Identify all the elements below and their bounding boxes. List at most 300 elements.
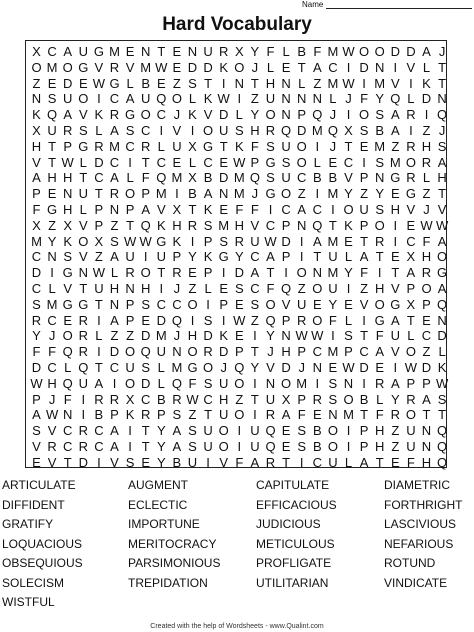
grid-letter[interactable]: A [359,454,369,470]
grid-letter[interactable]: L [157,375,165,391]
grid-letter[interactable]: O [327,423,338,439]
grid-letter[interactable]: I [221,265,226,281]
grid-letter[interactable]: W [45,407,59,423]
grid-letter[interactable]: Y [156,423,166,439]
grid-letter[interactable]: C [109,154,120,170]
grid-letter[interactable]: T [313,249,322,265]
grid-letter[interactable]: A [172,439,182,454]
grid-letter[interactable]: B [312,439,322,454]
grid-letter[interactable]: P [359,217,369,233]
grid-letter[interactable]: F [235,454,244,470]
grid-letter[interactable]: U [328,249,338,265]
grid-letter[interactable]: H [140,281,151,296]
grid-letter[interactable]: C [94,439,104,454]
grid-letter[interactable]: I [97,454,101,470]
grid-letter[interactable]: I [253,328,257,344]
grid-letter[interactable]: R [265,123,276,138]
grid-letter[interactable]: V [266,360,275,375]
grid-letter[interactable]: I [362,75,366,91]
grid-letter[interactable]: P [406,281,416,296]
grid-letter[interactable]: A [281,407,291,423]
grid-letter[interactable]: E [234,328,244,344]
grid-letter[interactable]: V [78,249,88,265]
grid-letter[interactable]: O [296,265,307,281]
grid-letter[interactable]: Q [156,170,167,186]
grid-letter[interactable]: L [95,328,103,344]
grid-letter[interactable]: W [420,217,433,233]
grid-letter[interactable]: T [79,170,88,186]
grid-letter[interactable]: D [281,360,291,375]
grid-letter[interactable]: U [250,233,260,249]
grid-letter[interactable]: F [235,202,244,217]
grid-letter[interactable]: O [312,281,323,296]
grid-letter[interactable]: B [312,170,322,186]
grid-letter[interactable]: N [281,91,291,107]
grid-letter[interactable]: B [203,170,213,186]
grid-letter[interactable]: U [296,296,307,312]
grid-letter[interactable]: C [328,59,338,75]
grid-letter[interactable]: K [203,91,213,107]
grid-letter[interactable]: Y [156,439,166,454]
grid-letter[interactable]: U [328,281,338,296]
grid-letter[interactable]: S [125,123,135,138]
grid-letter[interactable]: C [109,360,120,375]
grid-letter[interactable]: V [47,454,57,470]
grid-letter[interactable]: L [157,360,165,375]
grid-letter[interactable]: L [79,202,87,217]
grid-letter[interactable]: E [375,360,385,375]
grid-letter[interactable]: I [81,407,86,423]
grid-letter[interactable]: C [359,344,369,360]
grid-letter[interactable]: O [343,391,354,407]
grid-letter[interactable]: E [281,439,291,454]
grid-letter[interactable]: N [421,439,432,454]
grid-letter[interactable]: Q [78,360,89,375]
grid-letter[interactable]: M [109,138,120,154]
grid-letter[interactable]: N [62,407,73,423]
grid-letter[interactable]: M [171,360,183,375]
grid-letter[interactable]: D [203,59,213,75]
grid-letter[interactable]: A [375,344,385,360]
grid-letter[interactable]: Q [265,439,276,454]
grid-letter[interactable]: T [391,265,400,281]
grid-letter[interactable]: Y [375,186,385,202]
grid-letter[interactable]: R [218,44,229,59]
grid-letter[interactable]: J [438,44,446,59]
grid-letter[interactable]: I [362,154,366,170]
grid-letter[interactable]: D [109,344,120,360]
grid-letter[interactable]: T [438,407,447,423]
grid-letter[interactable]: D [218,170,229,186]
grid-letter[interactable]: E [219,281,229,296]
grid-letter[interactable]: O [296,138,307,154]
grid-letter[interactable]: H [234,217,244,233]
grid-letter[interactable]: Q [281,123,292,138]
grid-letter[interactable]: I [81,391,86,407]
grid-letter[interactable]: G [78,138,89,154]
grid-letter[interactable]: V [359,296,369,312]
grid-letter[interactable]: O [218,423,229,439]
grid-letter[interactable]: I [190,312,195,328]
grid-letter[interactable]: Y [266,328,275,344]
grid-letter[interactable]: S [188,423,197,439]
grid-letter[interactable]: H [421,249,432,265]
grid-letter[interactable]: C [312,344,322,360]
grid-letter[interactable]: L [422,59,431,75]
grid-letter[interactable]: I [237,91,242,107]
grid-letter[interactable]: Y [344,186,353,202]
grid-letter[interactable]: L [79,154,87,170]
grid-letter[interactable]: A [203,186,213,202]
grid-letter[interactable]: D [281,233,291,249]
grid-letter[interactable]: T [48,138,57,154]
grid-letter[interactable]: P [281,217,291,233]
grid-letter[interactable]: R [187,217,198,233]
grid-letter[interactable]: O [374,217,385,233]
grid-letter[interactable]: Y [32,328,41,344]
grid-letter[interactable]: J [438,123,446,138]
grid-letter[interactable]: W [217,91,230,107]
grid-letter[interactable]: L [188,154,197,170]
grid-letter[interactable]: U [406,423,416,439]
grid-letter[interactable]: W [186,391,199,407]
grid-letter[interactable]: T [282,454,291,470]
grid-letter[interactable]: K [422,75,431,91]
grid-letter[interactable]: D [437,328,447,344]
grid-letter[interactable]: M [327,186,339,202]
grid-letter[interactable]: X [94,233,104,249]
grid-letter[interactable]: T [157,265,166,281]
grid-letter[interactable]: S [437,138,447,154]
grid-letter[interactable]: D [156,312,166,328]
grid-letter[interactable]: C [172,296,182,312]
grid-letter[interactable]: S [141,360,151,375]
grid-letter[interactable]: P [422,296,431,312]
grid-letter[interactable]: T [250,75,259,91]
grid-letter[interactable]: F [375,407,384,423]
grid-letter[interactable]: E [219,154,229,170]
grid-letter[interactable]: M [155,186,167,202]
grid-letter[interactable]: L [407,328,415,344]
grid-letter[interactable]: F [328,312,337,328]
grid-letter[interactable]: N [218,186,229,202]
grid-letter[interactable]: U [281,170,291,186]
grid-letter[interactable]: Q [437,423,448,439]
grid-letter[interactable]: U [125,360,135,375]
grid-letter[interactable]: F [141,170,150,186]
grid-letter[interactable]: A [110,312,119,328]
grid-letter[interactable]: G [203,138,214,154]
grid-letter[interactable]: M [296,375,308,391]
grid-letter[interactable]: M [171,170,183,186]
grid-letter[interactable]: J [251,186,259,202]
grid-letter[interactable]: G [218,249,229,265]
grid-letter[interactable]: L [188,91,197,107]
grid-letter[interactable]: N [109,202,120,217]
grid-letter[interactable]: U [218,407,229,423]
grid-letter[interactable]: S [203,312,213,328]
grid-letter[interactable]: P [63,138,73,154]
grid-letter[interactable]: N [78,265,88,281]
grid-letter[interactable]: G [47,202,58,217]
grid-letter[interactable]: M [140,59,152,75]
grid-letter[interactable]: P [250,154,260,170]
grid-letter[interactable]: A [32,407,41,423]
grid-letter[interactable]: R [47,439,57,454]
grid-letter[interactable]: C [62,423,73,439]
grid-letter[interactable]: Q [171,312,182,328]
grid-letter[interactable]: X [172,202,182,217]
grid-letter[interactable]: V [344,170,353,186]
grid-letter[interactable]: K [437,360,447,375]
grid-letter[interactable]: Z [110,328,119,344]
grid-letter[interactable]: R [406,170,416,186]
grid-letter[interactable]: S [63,249,73,265]
grid-letter[interactable]: P [406,375,416,391]
grid-letter[interactable]: R [406,107,416,123]
grid-letter[interactable]: R [31,312,42,328]
grid-letter[interactable]: O [405,407,416,423]
grid-letter[interactable]: O [327,439,338,454]
grid-letter[interactable]: T [79,281,88,296]
grid-letter[interactable]: O [125,375,136,391]
grid-letter[interactable]: E [141,312,151,328]
grid-letter[interactable]: U [406,439,416,454]
grid-letter[interactable]: H [172,217,182,233]
grid-letter[interactable]: I [237,423,242,439]
grid-letter[interactable]: A [172,423,182,439]
grid-letter[interactable]: M [233,170,245,186]
grid-letter[interactable]: N [437,91,447,107]
grid-letter[interactable]: E [390,186,400,202]
grid-letter[interactable]: R [62,123,73,138]
grid-letter[interactable]: Z [250,91,259,107]
grid-letter[interactable]: S [172,407,182,423]
grid-letter[interactable]: F [297,407,306,423]
grid-letter[interactable]: O [343,202,354,217]
grid-letter[interactable]: G [187,360,198,375]
grid-letter[interactable]: Y [250,360,260,375]
grid-letter[interactable]: Z [297,186,306,202]
grid-letter[interactable]: K [203,249,213,265]
grid-letter[interactable]: T [406,312,415,328]
grid-letter[interactable]: S [32,296,41,312]
grid-letter[interactable]: H [250,123,260,138]
grid-letter[interactable]: O [374,44,385,59]
grid-letter[interactable]: L [313,154,321,170]
grid-letter[interactable]: W [61,154,74,170]
grid-letter[interactable]: C [156,107,166,123]
grid-letter[interactable]: R [140,407,151,423]
grid-letter[interactable]: I [362,375,366,391]
grid-letter[interactable]: I [128,439,132,454]
grid-letter[interactable]: P [203,265,213,281]
grid-letter[interactable]: A [32,170,41,186]
grid-letter[interactable]: O [234,375,245,391]
grid-letter[interactable]: C [203,154,213,170]
grid-letter[interactable]: T [360,233,369,249]
grid-letter[interactable]: H [281,344,291,360]
grid-letter[interactable]: R [109,59,120,75]
grid-letter[interactable]: I [253,407,257,423]
grid-letter[interactable]: B [188,186,197,202]
grid-letter[interactable]: Q [265,312,276,328]
grid-letter[interactable]: N [125,281,135,296]
grid-letter[interactable]: I [393,360,398,375]
grid-letter[interactable]: M [389,154,401,170]
grid-letter[interactable]: L [266,59,275,75]
grid-letter[interactable]: H [421,138,432,154]
grid-letter[interactable]: L [48,281,56,296]
grid-letter[interactable]: F [375,328,384,344]
grid-letter[interactable]: T [360,328,369,344]
grid-letter[interactable]: E [47,75,57,91]
grid-letter[interactable]: R [421,154,432,170]
grid-letter[interactable]: U [218,123,229,138]
grid-letter[interactable]: A [266,249,275,265]
grid-letter[interactable]: O [125,344,136,360]
grid-letter[interactable]: O [78,91,89,107]
grid-letter[interactable]: E [141,454,151,470]
grid-letter[interactable]: S [375,107,385,123]
grid-letter[interactable]: D [218,107,229,123]
grid-letter[interactable]: V [172,123,182,138]
grid-letter[interactable]: N [62,186,73,202]
grid-letter[interactable]: T [63,454,72,470]
grid-letter[interactable]: P [281,249,291,265]
grid-letter[interactable]: U [140,91,151,107]
grid-letter[interactable]: R [312,391,322,407]
grid-letter[interactable]: O [405,344,416,360]
grid-letter[interactable]: L [438,344,446,360]
grid-letter[interactable]: V [63,281,73,296]
grid-letter[interactable]: R [296,312,307,328]
grid-letter[interactable]: C [62,439,73,454]
grid-letter[interactable]: N [312,360,322,375]
grid-letter[interactable]: C [31,249,42,265]
grid-letter[interactable]: A [390,375,400,391]
grid-letter[interactable]: Q [390,91,401,107]
grid-letter[interactable]: A [390,312,400,328]
grid-letter[interactable]: N [296,91,307,107]
grid-letter[interactable]: C [140,123,151,138]
grid-letter[interactable]: G [390,296,401,312]
grid-letter[interactable]: I [112,375,117,391]
grid-letter[interactable]: R [234,233,244,249]
grid-letter[interactable]: A [312,233,322,249]
grid-letter[interactable]: Q [265,423,276,439]
grid-letter[interactable]: U [78,186,88,202]
grid-letter[interactable]: W [264,233,277,249]
grid-letter[interactable]: I [253,375,257,391]
grid-letter[interactable]: U [265,91,276,107]
grid-letter[interactable]: T [438,186,447,202]
grid-letter[interactable]: S [328,391,338,407]
grid-letter[interactable]: P [281,312,291,328]
grid-letter[interactable]: P [32,391,41,407]
grid-letter[interactable]: Z [250,312,259,328]
grid-letter[interactable]: Z [360,186,369,202]
grid-letter[interactable]: N [281,107,291,123]
grid-letter[interactable]: K [32,107,41,123]
grid-letter[interactable]: Q [437,107,448,123]
grid-letter[interactable]: E [47,186,57,202]
grid-letter[interactable]: Y [47,233,57,249]
grid-letter[interactable]: R [94,138,104,154]
grid-letter[interactable]: W [233,154,246,170]
grid-letter[interactable]: M [311,123,323,138]
grid-letter[interactable]: U [328,454,338,470]
grid-letter[interactable]: A [250,265,260,281]
grid-letter[interactable]: O [312,312,323,328]
grid-letter[interactable]: T [360,407,369,423]
grid-letter[interactable]: A [359,249,369,265]
grid-letter[interactable]: Y [250,44,260,59]
grid-letter[interactable]: T [438,59,447,75]
grid-letter[interactable]: C [47,44,57,59]
grid-letter[interactable]: L [157,138,165,154]
grid-letter[interactable]: B [359,391,369,407]
grid-letter[interactable]: K [219,59,229,75]
grid-letter[interactable]: Q [437,439,448,454]
grid-letter[interactable]: F [63,391,72,407]
grid-letter[interactable]: V [219,454,229,470]
grid-letter[interactable]: O [421,281,432,296]
grid-letter[interactable]: B [156,391,166,407]
grid-letter[interactable]: C [250,281,260,296]
grid-letter[interactable]: I [128,154,132,170]
grid-letter[interactable]: I [175,186,179,202]
grid-letter[interactable]: P [359,439,369,454]
grid-letter[interactable]: C [406,233,416,249]
grid-letter[interactable]: C [281,202,291,217]
grid-letter[interactable]: O [265,296,276,312]
grid-letter[interactable]: Y [188,249,197,265]
grid-letter[interactable]: S [250,296,260,312]
grid-letter[interactable]: B [297,44,307,59]
grid-letter[interactable]: I [50,265,54,281]
grid-letter[interactable]: U [47,123,57,138]
grid-letter[interactable]: Z [391,423,400,439]
grid-letter[interactable]: W [435,217,449,233]
grid-letter[interactable]: H [421,454,432,470]
grid-letter[interactable]: I [159,123,164,138]
grid-letter[interactable]: I [221,75,226,91]
grid-letter[interactable]: F [250,202,259,217]
grid-letter[interactable]: N [374,170,385,186]
grid-letter[interactable]: R [109,107,120,123]
grid-letter[interactable]: T [94,186,103,202]
grid-letter[interactable]: G [156,233,167,249]
grid-letter[interactable]: E [344,296,353,312]
grid-letter[interactable]: X [32,44,41,59]
grid-letter[interactable]: O [62,59,73,75]
grid-letter[interactable]: V [78,107,88,123]
grid-letter[interactable]: T [204,407,213,423]
grid-letter[interactable]: V [406,59,416,75]
grid-letter[interactable]: E [281,59,291,75]
grid-letter[interactable]: S [110,233,119,249]
grid-letter[interactable]: U [250,439,260,454]
grid-letter[interactable]: J [48,391,56,407]
grid-letter[interactable]: U [203,44,213,59]
grid-letter[interactable]: N [328,407,338,423]
grid-letter[interactable]: Q [47,107,58,123]
grid-letter[interactable]: S [32,423,41,439]
grid-letter[interactable]: C [203,391,213,407]
grid-letter[interactable]: Q [62,344,73,360]
grid-letter[interactable]: A [110,170,119,186]
